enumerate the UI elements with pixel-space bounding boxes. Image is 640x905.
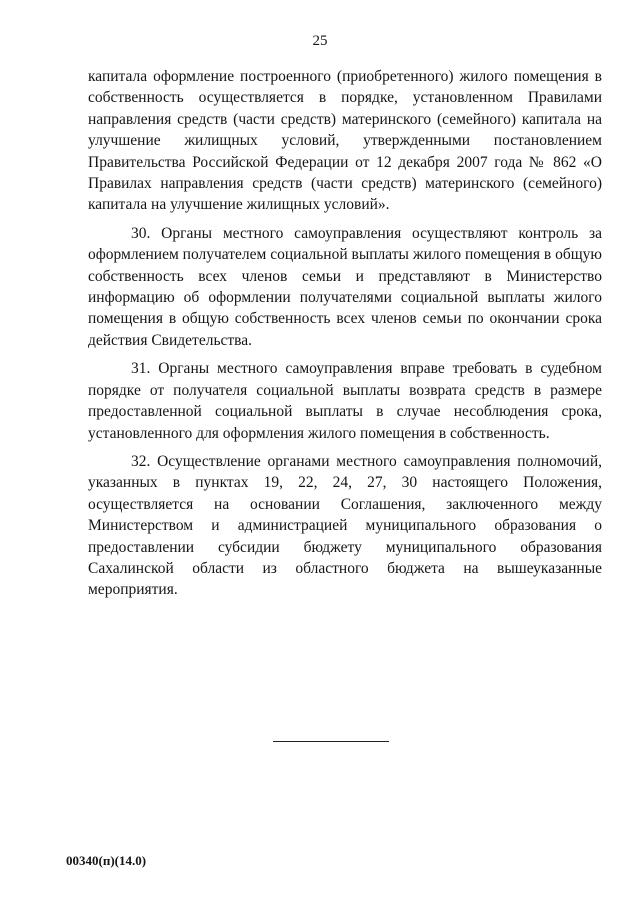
page-number: 25 — [312, 33, 328, 49]
paragraph-30: 30. Органы местного самоуправления осуществляют контроль за оформлением получателем социальной выплаты жилого помещения в общую собственность всех членов семьи и представляют в Министерство информацию об оформлении получателями социальной выплаты жилого помещения в общую собственность всех членов семьи по окончании срока действия Свидетельства. — [88, 224, 602, 349]
document-code: 00340(п)(14.0) — [66, 853, 147, 868]
end-of-document-rule — [273, 741, 389, 742]
paragraph-32: 32. Осуществление органами местного самоуправления полномочий, указанных в пунктах 19, 22, 24, 27, 30 настоящего Положения, осуществляется на основании Соглашения, заключенного между Министерством и администрацией муниципального образования о предоставлении субсидии бюджету муниципального образования Сахалинской области из областного бюджета на вышеуказанные мероприятия. — [88, 452, 602, 599]
paragraph-continuation: капитала оформление построенного (приобретенного) жилого помещения в собственность осуществляется в порядке, установленном Правилами направления средств (части средств) материнского (семейного) капитала на улучшение жилищных условий, утвержденными постановлением Правительства Российской Федерации от 12 декабря 2007 года № 862 «О Правилах направления средств (части средств) материнского (семейного) капитала на улучшение жилищных условий». — [88, 68, 602, 214]
document-body — [88, 66, 602, 601]
paragraph-31: 31. Органы местного самоуправления вправе требовать в судебном порядке от получателя социальной выплаты возврата средств в размере предоставленной социальной выплаты в случае несоблюдения срока, установленного для оформления жилого помещения в собственность. — [88, 360, 602, 442]
